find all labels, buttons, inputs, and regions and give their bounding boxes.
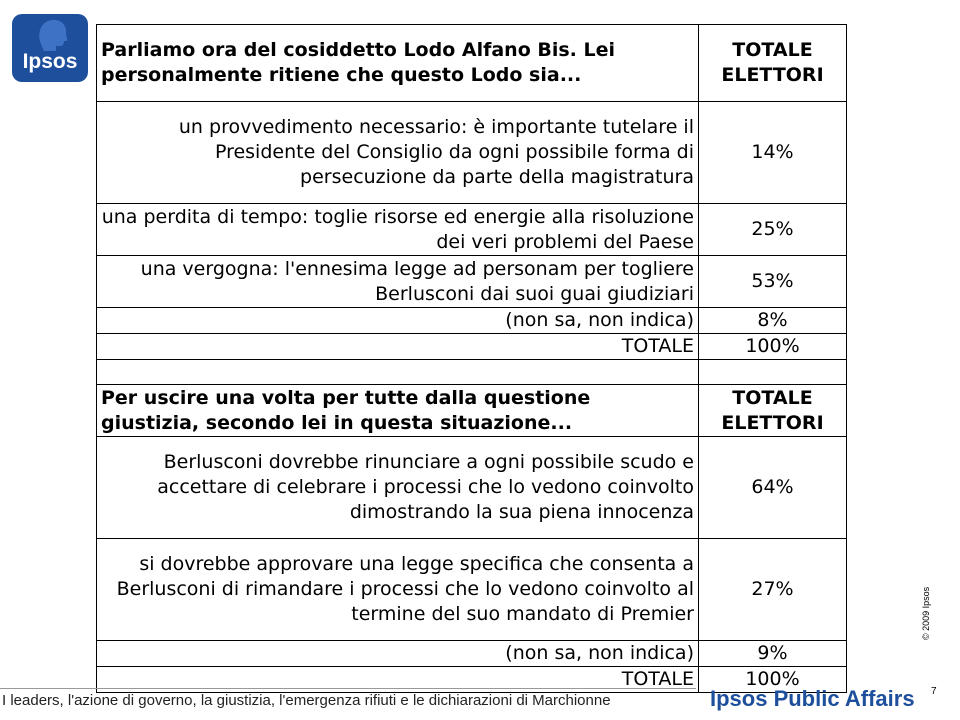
answer-label: si dovrebbe approvare una legge specifica che consenta a Berlusconi di rimandare i processi che lo vedono coinvolto al termine del suo mandato di Premier	[97, 539, 699, 641]
section2-header-row	[97, 385, 847, 437]
answer-label: Berlusconi dovrebbe rinunciare a ogni possibile scudo e accettare di celebrare i processi che lo vedono coinvolto dimostrando la sua piena innocenza	[97, 437, 699, 539]
table-row	[97, 641, 847, 667]
total-value: 100%	[699, 667, 847, 693]
total-label: TOTALE	[97, 667, 699, 693]
answer-value: 8%	[699, 308, 847, 334]
answer-label: una perdita di tempo: toglie risorse ed energie alla risoluzione dei veri problemi del Paese	[97, 204, 699, 256]
table-row	[97, 308, 847, 334]
total-value: 100%	[699, 334, 847, 360]
answer-value: 9%	[699, 641, 847, 667]
section1-column-header: TOTALE ELETTORI	[699, 25, 847, 102]
page-number: 7	[931, 686, 937, 697]
total-row	[97, 334, 847, 360]
total-label: TOTALE	[97, 334, 699, 360]
answer-value: 64%	[699, 437, 847, 539]
answer-value: 53%	[699, 256, 847, 308]
section1-header-row	[97, 25, 847, 102]
table-row	[97, 102, 847, 204]
ipsos-logo	[12, 14, 88, 82]
spacer-cell	[97, 360, 699, 385]
table-row	[97, 204, 847, 256]
spacer-row	[97, 360, 847, 385]
answer-value: 14%	[699, 102, 847, 204]
spacer-cell	[699, 360, 847, 385]
answer-value: 25%	[699, 204, 847, 256]
brand-name: Ipsos Public Affairs	[710, 686, 915, 711]
logo-text: Ipsos	[22, 50, 78, 73]
footer-divider	[0, 688, 696, 689]
section2-column-header: TOTALE ELETTORI	[699, 385, 847, 437]
table-row	[97, 539, 847, 641]
copyright-text: © 2009 Ipsos	[921, 586, 931, 640]
footer-text: I leaders, l'azione di governo, la giustizia, l'emergenza rifiuti e le dichiarazioni di Marchionne	[2, 692, 611, 709]
answer-label: (non sa, non indica)	[97, 308, 699, 334]
answer-value: 27%	[699, 539, 847, 641]
head-profile-icon	[30, 17, 70, 53]
answer-label: una vergogna: l'ennesima legge ad personam per togliere Berlusconi dai suoi guai giudiziari	[97, 256, 699, 308]
survey-table	[96, 24, 847, 693]
section2-question: Per uscire una volta per tutte dalla questione giustizia, secondo lei in questa situazione...	[97, 385, 699, 437]
table-row	[97, 437, 847, 539]
answer-label: (non sa, non indica)	[97, 641, 699, 667]
table-row	[97, 256, 847, 308]
section1-question: Parliamo ora del cosiddetto Lodo Alfano Bis. Lei personalmente ritiene che questo Lodo sia...	[97, 25, 699, 102]
answer-label: un provvedimento necessario: è importante tutelare il Presidente del Consiglio da ogni possibile forma di persecuzione da parte della magistratura	[97, 102, 699, 204]
